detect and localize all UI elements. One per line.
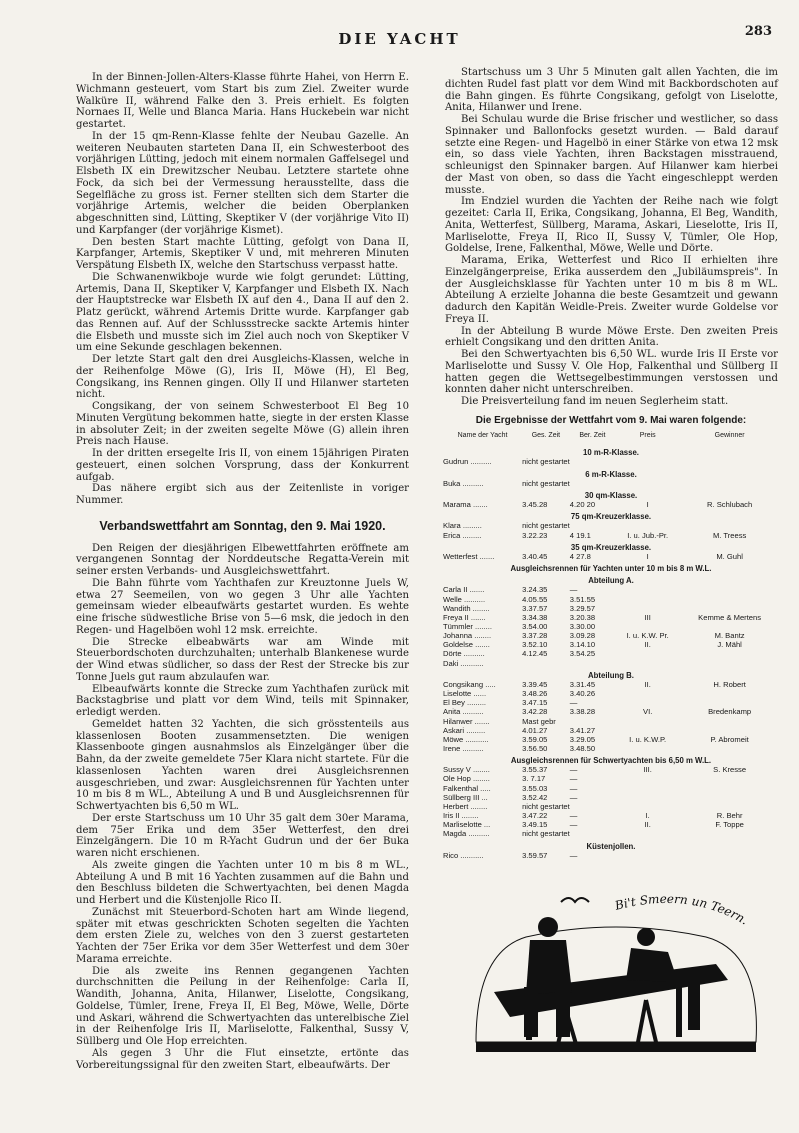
results-cell-yname: Klara ......... bbox=[443, 521, 482, 531]
paragraph: Congsikang, der von seinem Schwesterboot El Beg 10 Minuten Vergütung bekommen hatte, siegte in der ersten Klasse in absoluter Zeit; in der zweiten segelte Möwe (G) allein ihren Preis nach Hause. bbox=[76, 401, 409, 448]
results-cell-gz: 3.47.15 bbox=[522, 698, 548, 708]
results-cell-pr bbox=[615, 604, 680, 613]
paragraph: Gemeldet hatten 32 Yachten, die sich grösstenteils aus klassenlosen Booten zusammensetzten. Die wenigen Klassenboote gingen ausnahmslos als Einzelgänger über die Bahn, da der zweite gemeldete 75er Klara nicht startete. Für die klassenlosen Yachten waren drei Ausgleichsrennen ausgeschrieben, und zwar: Ausgleichsrennen für Yachten unter 10 m bis 8 m WL., Abteilung A und B und Ausgleichsrennen für Schwertyachten bis 6,50 m WL. bbox=[76, 718, 409, 812]
results-row bbox=[443, 689, 779, 698]
results-class-heading: Abteilung A. bbox=[588, 576, 634, 586]
results-cell-yname: Liselotte ...... bbox=[443, 689, 487, 699]
results-class-row bbox=[443, 540, 779, 552]
results-cell-gz: 3.59.57 bbox=[522, 850, 548, 860]
results-cell-bz: 3.41.27 bbox=[569, 725, 596, 735]
results-cell-gw: H. Robert bbox=[713, 679, 746, 689]
results-cell-yname: Goldelse ....... bbox=[443, 640, 490, 650]
results-cell-pr bbox=[615, 622, 680, 631]
results-cell-gw bbox=[680, 802, 779, 811]
results-cell-bz: 3.38.28 bbox=[569, 707, 596, 717]
results-cell-gz: 3.37.57 bbox=[522, 603, 548, 613]
worker-right-icon bbox=[626, 928, 700, 1030]
results-cell-pr: II. bbox=[644, 820, 651, 830]
paragraph: Zunächst mit Steuerbord-Schoten hart am Winde liegend, später mit etwas geschrickten Schoten segelten die Yachten dem ersten Ziele zu, welches von den 3 zuerst gestarteten Yachten der 75er Erika vor dem 35er Wetterfest und dem 30er Marama erreichte. bbox=[76, 906, 409, 965]
paragraph: Marama, Erika, Wetterfest und Rico II erhielten ihre Einzelgängerpreise, Erika ausserdem den „Jubiläumspreis". In der Ausgleichsklasse für Yachten unter 10 m bis 8 m WL. Abteilung A erzielte Johanna die beste Gesamtzeit und gewann dadurch den Kapitän Weidle-Preis. Zweiter wurde Goldelse vor Freya II. bbox=[445, 255, 778, 325]
paragraph: In der 15 qm-Renn-Klasse fehlte der Neubau Gazelle. An weiteren Neubauten starteten Dana II, ein Schwesterboot des vorjährigen Lütting, jedoch mit einem normalen Gaffelsegel und Elsbeth IX ein Drewitzscher Neubau. Letztere startete ohne Fock, da sich bei der Vermessung herausstellte, dass die Segelfläche zu gross ist. Ferner stellten sich dem Starter die vorjährige Artemis, welcher die beiden Oberplanken abgeschnitten sind, Lütting, Skeptiker V (der vorjährige Vito II) und Karpfanger (der vorjährige Kismet). bbox=[76, 130, 409, 236]
results-cell-bz bbox=[570, 717, 615, 726]
paragraph: Die Schwanenwikboje wurde wie folgt gerundet: Lütting, Artemis, Dana II, Skeptiker V, Karpfanger und Elsbeth IX. Nach der Hauptstrecke war Elsbeth IX auf den 4., Dana II auf den 2. Platz gerückt, während Artemis Dritte wurde. Karpfanger gab das Rennen auf. Auf der Schlussstrecke sackte Artemis hinter die Elsbeth und musste sich im Ziel auch noch von Skeptiker V um eine Sekunde geschlagen bekennen. bbox=[76, 271, 409, 354]
results-cell-gz bbox=[522, 659, 570, 668]
results-cell-bz: 3.09.28 bbox=[569, 631, 596, 641]
results-cell-pr bbox=[615, 585, 680, 594]
results-cell-bz: 4 27.8 bbox=[569, 551, 591, 561]
results-cell-yname: Anita .......... bbox=[443, 707, 484, 717]
results-cell-gz: Mast gebr bbox=[522, 716, 556, 726]
results-cell-bz: — bbox=[569, 820, 578, 830]
results-class-heading: 30 qm-Klasse. bbox=[584, 490, 638, 500]
results-cell-pr: I. u. K.W. Pr. bbox=[626, 631, 669, 641]
results-cell-gz: 3. 7.17 bbox=[522, 774, 546, 784]
results-cell-bz: — bbox=[569, 698, 578, 708]
results-cell-gw bbox=[680, 851, 779, 860]
results-cell-gz: 3.52.10 bbox=[522, 640, 548, 650]
results-cell-yname: Daki ........... bbox=[443, 658, 484, 668]
results-cell-yname: Wandith ........ bbox=[443, 603, 490, 613]
paragraph: In der Binnen-Jollen-Alters-Klasse führte Hahei, von Herrn E. Wichmann gesteuert, vom Start bis zum Ziel. Zweiter wurde Walküre II, während Falke den 3. Preis erhielt. Es folgten Nornaes II, Welle und Blanca Maria. Hans Huckebein war nicht gestartet. bbox=[76, 72, 409, 130]
results-cell-bz bbox=[570, 457, 615, 466]
results-cell-gw bbox=[680, 829, 779, 838]
results-class-row bbox=[443, 488, 779, 500]
results-cell-bz bbox=[570, 659, 615, 668]
results-cell-bz: — bbox=[569, 765, 578, 775]
results-cell-yname: Marama ....... bbox=[443, 500, 488, 510]
results-cell-gw bbox=[680, 793, 779, 802]
results-cell-pr bbox=[615, 802, 680, 811]
results-class-row bbox=[443, 467, 779, 479]
results-cell-yname: Freya II ....... bbox=[443, 612, 486, 622]
results-cell-pr bbox=[615, 784, 680, 793]
paragraph: Bei den Schwertyachten bis 6,50 WL. wurde Iris II Erste vor Marliselotte und Sussy V. Ole Hop, Falkenthal und Süllberg II hatten gegen die Wettsegelbestimmungen verstossen und konnten daher nicht unterschreiben. bbox=[445, 349, 778, 396]
results-cell-gz: 3.48.26 bbox=[522, 689, 548, 699]
results-cell-yname: Buka .......... bbox=[443, 478, 484, 488]
results-row bbox=[443, 707, 779, 716]
results-cell-pr bbox=[615, 717, 680, 726]
paragraph: Den Reigen der diesjährigen Elbewettfahrten eröffnete am vergangenen Sonntag der Norddeutsche Regatta-Verein mit seiner ersten Verbands- und Ausgleichswettfahrt. bbox=[76, 542, 409, 577]
results-cell-gw bbox=[680, 659, 779, 668]
results-cell-bz: — bbox=[569, 792, 578, 802]
results-cell-bz bbox=[570, 521, 615, 530]
results-cell-bz: 3.29.57 bbox=[569, 603, 596, 613]
paragraph: Die Preisverteilung fand im neuen Seglerheim statt. bbox=[461, 396, 729, 407]
results-row bbox=[443, 585, 779, 594]
results-cell-pr bbox=[615, 744, 680, 753]
results-cell-gw: R. Behr bbox=[716, 811, 743, 821]
results-cell-gz: 3.37.28 bbox=[522, 631, 548, 641]
results-cell-bz: 3.29.05 bbox=[569, 734, 596, 744]
results-cell-gw bbox=[680, 726, 779, 735]
results-cell-gw bbox=[680, 457, 779, 466]
results-cell-pr: VI. bbox=[643, 707, 653, 717]
results-cell-yname: Dörte .......... bbox=[443, 649, 485, 659]
results-row bbox=[443, 622, 779, 631]
paragraph: Als gegen 3 Uhr die Flut einsetzte, ertönte das Vorbereitungssignal für den zweiten Start, elbeaufwärts. Der bbox=[76, 1047, 409, 1071]
results-row bbox=[443, 595, 779, 604]
left-column bbox=[76, 72, 409, 1071]
results-class-heading: 35 qm-Kreuzerklasse. bbox=[570, 542, 652, 552]
results-cell-bz: 3.48.50 bbox=[569, 744, 596, 753]
results-cell-gw: Bredenkamp bbox=[708, 707, 752, 717]
results-class-heading: 6 m-R-Klasse. bbox=[585, 469, 637, 479]
results-column-header: Ber. Zeit bbox=[579, 432, 606, 440]
results-cell-pr bbox=[615, 595, 680, 604]
results-cell-gz: nicht gestartet bbox=[522, 478, 570, 488]
results-cell-pr: I bbox=[646, 551, 649, 561]
results-cell-yname: Johanna ........ bbox=[443, 631, 492, 641]
grass-ground bbox=[476, 1042, 756, 1052]
results-cell-gw bbox=[680, 649, 779, 658]
results-cell-pr: III. bbox=[643, 765, 652, 775]
results-cell-gw: P. Abromeit bbox=[710, 734, 749, 744]
paragraph: Startschuss um 3 Uhr 5 Minuten galt allen Yachten, die im dichten Rudel fast platt vor dem Wind mit Backbordschoten auf die Bahn gingen. Es führte Congsikang, gefolgt von Liselotte, Anita, Hilanwer und Irene. bbox=[445, 67, 778, 114]
right-column bbox=[445, 67, 778, 408]
results-cell-yname: Irene .......... bbox=[443, 744, 484, 753]
results-cell-gz: nicht gestartet bbox=[522, 457, 570, 467]
results-cell-gw: R. Schlubach bbox=[707, 500, 753, 510]
results-cell-yname: Sussy V ........ bbox=[443, 765, 490, 775]
right-column-paragraphs bbox=[445, 67, 778, 408]
results-row bbox=[443, 698, 779, 707]
results-row bbox=[443, 793, 779, 802]
results-cell-yname: Erica ......... bbox=[443, 530, 482, 540]
results-cell-pr bbox=[615, 726, 680, 735]
results-cell-gz: nicht gestartet bbox=[522, 801, 570, 811]
results-row bbox=[443, 774, 779, 783]
paragraph: In der dritten ersegelte Iris II, von einem 15jährigen Piraten gesteuert, einen solchen Vorsprung, dass der Konkurrent aufgab. bbox=[76, 448, 409, 483]
results-cell-yname: Marliselotte ... bbox=[443, 820, 491, 830]
results-row bbox=[443, 851, 779, 860]
results-cell-gz: 3.45.28 bbox=[522, 500, 548, 510]
results-table bbox=[443, 431, 779, 860]
section-heading: Verbandswettfahrt am Sonntag, den 9. Mai 1920. bbox=[99, 518, 386, 533]
results-column-header: Preis bbox=[639, 432, 656, 440]
worker-left-icon bbox=[524, 917, 572, 1037]
results-cell-yname: Süllberg III ... bbox=[443, 792, 488, 802]
results-cell-gw bbox=[680, 622, 779, 631]
results-cell-bz: — bbox=[569, 811, 578, 821]
results-cell-pr bbox=[615, 698, 680, 707]
results-row bbox=[443, 784, 779, 793]
results-cell-yname: Welle .......... bbox=[443, 594, 486, 604]
results-row bbox=[443, 552, 779, 561]
results-cell-gz: 3.49.15 bbox=[522, 820, 548, 830]
results-cell-gw: M. Treess bbox=[712, 530, 747, 540]
results-cell-bz bbox=[570, 802, 615, 811]
results-row bbox=[443, 521, 779, 530]
paragraph: Der erste Startschuss um 10 Uhr 35 galt dem 30er Marama, dem 75er Erika und dem 35er Wetterfest, den drei Einzelgängern. Die 10 m R-Yacht Gudrun und der 6er Buka waren nicht erschienen. bbox=[76, 812, 409, 859]
results-cell-gz: nicht gestartet bbox=[522, 521, 570, 531]
results-cell-yname: Carla II ....... bbox=[443, 585, 485, 595]
svg-text:Bi't Smeern un Teern. bbox=[612, 892, 750, 928]
seagull-icon bbox=[561, 898, 589, 902]
results-cell-gz: 3.54.00 bbox=[522, 621, 548, 631]
results-row bbox=[443, 765, 779, 774]
results-cell-gw bbox=[680, 698, 779, 707]
results-cell-gz: 3.56.50 bbox=[522, 744, 548, 753]
results-cell-pr: II. bbox=[644, 679, 651, 689]
paragraph: Den besten Start machte Lütting, gefolgt von Dana II, Karpfanger, Artemis, Skeptiker V und, mit mehreren Minuten Verspätung Elsbeth IX, welche den Startschuss verpasst hatte. bbox=[76, 236, 409, 271]
results-class-heading: 10 m-R-Klasse. bbox=[583, 448, 639, 458]
results-cell-yname: Hilanwer ....... bbox=[443, 716, 490, 726]
results-cell-pr bbox=[615, 851, 680, 860]
results-cell-bz: 3.40.26 bbox=[569, 689, 596, 699]
results-cell-pr: I. u. K.W.P. bbox=[629, 734, 667, 744]
results-class-row bbox=[443, 509, 779, 521]
results-cell-yname: Ole Hop ........ bbox=[443, 774, 490, 784]
results-row bbox=[443, 531, 779, 540]
paragraph: Als zweite gingen die Yachten unter 10 m bis 8 m WL., Abteilung A und B mit 16 Yachten zusammen auf die Bahn und den Beschluss bildeten die Schwertyachten, bei denen Magda und Herbert und die Küstenjolle Rico II. bbox=[76, 859, 409, 906]
results-row bbox=[443, 500, 779, 509]
page-number: 283 bbox=[744, 24, 772, 39]
results-cell-pr: III bbox=[644, 612, 651, 622]
results-cell-bz: 3.30.00 bbox=[569, 621, 596, 631]
results-cell-gw bbox=[680, 717, 779, 726]
results-class-heading: Küstenjollen. bbox=[586, 841, 636, 851]
results-class-row bbox=[443, 561, 779, 573]
results-title: Die Ergebnisse der Wettfahrt vom 9. Mai waren folgende: bbox=[475, 415, 747, 426]
results-cell-gz: 3.55.37 bbox=[522, 765, 548, 775]
results-class-row bbox=[443, 668, 779, 680]
results-cell-yname: Tümmler ........ bbox=[443, 621, 492, 631]
results-cell-gz: 3.22.23 bbox=[522, 530, 548, 540]
results-cell-bz: 3.51.55 bbox=[569, 594, 596, 604]
results-cell-bz: 3.54.25 bbox=[569, 649, 596, 659]
results-cell-pr: I bbox=[646, 500, 649, 510]
paragraph: Die als zweite ins Rennen gegangenen Yachten durchschnitten die Peilung in der Reihenfolge: Carla II, Wandith, Johanna, Anita, Hilanwer, Liselotte, Congsikang, Goldelse, Tümler, Irene, Freya II, El Beg, Möwe, Welle, Dörte und Askari, während die Schwertyachten das unterelbische Ziel in der Reihenfolge Iris II, Marliselotte, Falkenthal, Sussy V, Süllberg und Ole Hop erreichten. bbox=[76, 965, 409, 1047]
results-cell-gw: J. Mähl bbox=[717, 640, 742, 650]
results-cell-pr bbox=[615, 659, 680, 668]
results-cell-gw bbox=[680, 784, 779, 793]
paragraph: In der Abteilung B wurde Möwe Erste. Den zweiten Preis erhielt Congsikang und den dritten Anita. bbox=[445, 325, 778, 349]
results-row bbox=[443, 659, 779, 668]
results-cell-pr bbox=[615, 774, 680, 783]
results-row bbox=[443, 744, 779, 753]
results-cell-yname: Congsikang ..... bbox=[443, 679, 496, 689]
results-row bbox=[443, 735, 779, 744]
results-cell-bz: 3.14.10 bbox=[569, 640, 596, 650]
results-cell-pr: I. u. Jub.-Pr. bbox=[627, 530, 669, 540]
results-cell-gz: 3.55.03 bbox=[522, 783, 548, 793]
results-cell-yname: Magda .......... bbox=[443, 829, 490, 839]
results-cell-gz: 3.40.45 bbox=[522, 551, 548, 561]
results-cell-gz: 4.05.55 bbox=[522, 594, 548, 604]
results-cell-gw: F. Toppe bbox=[715, 820, 744, 830]
results-column-header: Gewinner bbox=[714, 432, 745, 440]
results-cell-yname: Herbert ........ bbox=[443, 801, 488, 811]
results-cell-gw bbox=[680, 689, 779, 698]
results-cell-bz: — bbox=[569, 774, 578, 784]
results-class-row bbox=[443, 839, 779, 851]
results-class-row bbox=[443, 445, 779, 457]
results-cell-pr bbox=[615, 689, 680, 698]
results-cell-bz: — bbox=[569, 783, 578, 793]
results-row bbox=[443, 479, 779, 488]
results-row bbox=[443, 680, 779, 689]
results-cell-bz: 3.31.45 bbox=[569, 679, 596, 689]
illustration-caption: Bi't Smeern un Teern. bbox=[613, 891, 751, 928]
results-row bbox=[443, 640, 779, 649]
results-class-row bbox=[443, 573, 779, 585]
results-cell-bz: — bbox=[569, 585, 578, 595]
results-cell-pr bbox=[615, 649, 680, 658]
results-cell-pr bbox=[615, 521, 680, 530]
results-class-heading: Ausgleichsrennen für Schwertyachten bis 6,50 m W.L. bbox=[510, 756, 712, 766]
section-paragraphs bbox=[76, 543, 409, 1072]
results-class-heading: 75 qm-Kreuzerklasse. bbox=[570, 512, 652, 522]
results-cell-gz: nicht gestartet bbox=[522, 829, 570, 839]
results-cell-gz: 4.12.45 bbox=[522, 649, 548, 659]
results-cell-gz: 3.47.22 bbox=[522, 811, 548, 821]
results-cell-gw bbox=[680, 521, 779, 530]
paragraph: Die Bahn führte vom Yachthafen zur Kreuztonne Juels W, etwa 27 Seemeilen, von wo gegen 3 Uhr alle Yachten gemeinsam wieder elbeaufwärts gestartet wurden. Es wehte eine frische südwestliche Brise von 5—6 msk, die jedoch in den Regen- und Hagelböen wohl 12 msk. erreichte. bbox=[76, 577, 409, 636]
results-cell-gw: S. Kresse bbox=[713, 765, 747, 775]
results-cell-gw bbox=[680, 744, 779, 753]
results-row bbox=[443, 811, 779, 820]
results-cell-bz: 4.20 20 bbox=[569, 500, 596, 510]
results-column-header: Ges. Zeit bbox=[531, 432, 561, 440]
results-cell-pr bbox=[615, 793, 680, 802]
results-cell-gw bbox=[680, 595, 779, 604]
results-cell-gw: M. Bantz bbox=[714, 631, 745, 641]
results-class-heading: Ausgleichsrennen für Yachten unter 10 m bis 8 m W.L. bbox=[510, 564, 712, 574]
paragraph: Elbeaufwärts konnte die Strecke zum Yachthafen zurück mit Backstagbrise und platt vor dem Wind, teils mit Spinnaker, erledigt werden. bbox=[76, 683, 409, 718]
paragraph: Bei Schulau wurde die Brise frischer und westlicher, so dass Spinnaker und Ballonfocks gesetzt wurden. — Bald darauf setzte eine Regen- und Hagelbö in einer Stärke von etwa 12 msk ein, so dass viele Yachten, ihren Backstagen misstrauend, schleunigst den Spinnaker bargen. Auf Hilanwer kam hierbei der Mast von oben, so dass die Yacht eingeschleppt werden musste. bbox=[445, 114, 778, 196]
results-cell-bz: — bbox=[569, 850, 578, 860]
results-cell-gz: 3.59.05 bbox=[522, 734, 548, 744]
results-row bbox=[443, 820, 779, 829]
results-cell-gw bbox=[680, 585, 779, 594]
paragraph: Im Endziel wurden die Yachten der Reihe nach wie folgt gezeitet: Carla II, Erika, Congsikang, Johanna, El Beg, Wandith, Anita, Wetterfest, Süllberg, Marama, Askari, Lieselotte, Iris II, Marliselotte, Freya II, Rico II, Sussy V, Tümler, Ole Hop, Goldelse, Irene, Falkenthal, Möwe, Welle und Dörte. bbox=[445, 196, 778, 255]
left-column-paragraphs bbox=[76, 72, 409, 507]
results-table-block bbox=[443, 416, 779, 860]
results-row bbox=[443, 604, 779, 613]
results-row bbox=[443, 829, 779, 838]
results-cell-pr: I. bbox=[645, 811, 650, 821]
results-cell-bz: 4 19.1 bbox=[569, 530, 591, 540]
results-cell-yname: Falkenthal ..... bbox=[443, 783, 491, 793]
paragraph: Die Strecke elbeabwärts war am Winde mit Steuerbordschoten durchzuhalten; unterhalb Blankenese wurde der Wind etwas südlicher, so dass der Rest der Strecke bis zur Tonne Juels gut raum abzulaufen war. bbox=[76, 636, 409, 683]
results-row bbox=[443, 613, 779, 622]
results-cell-yname: Wetterfest ....... bbox=[443, 551, 495, 561]
results-class-row bbox=[443, 753, 779, 765]
results-cell-pr bbox=[615, 457, 680, 466]
results-cell-pr: II. bbox=[644, 640, 651, 650]
results-row bbox=[443, 457, 779, 466]
sawhorse-icon bbox=[558, 1000, 656, 1044]
results-cell-pr bbox=[615, 479, 680, 488]
results-cell-bz bbox=[570, 479, 615, 488]
results-cell-yname: Möwe ........... bbox=[443, 734, 489, 744]
results-cell-yname: El Bey ......... bbox=[443, 698, 487, 708]
results-row bbox=[443, 802, 779, 811]
results-row bbox=[443, 631, 779, 640]
results-cell-gz: 3.24.35 bbox=[522, 585, 548, 595]
results-cell-gw bbox=[680, 774, 779, 783]
results-cell-gw bbox=[680, 604, 779, 613]
results-row bbox=[443, 726, 779, 735]
results-cell-gz: 3.42.28 bbox=[522, 707, 548, 717]
results-cell-yname: Iris II ........ bbox=[443, 811, 479, 821]
results-cell-gz: 4.01.27 bbox=[522, 725, 548, 735]
journal-title: DIE YACHT bbox=[338, 30, 461, 48]
results-cell-yname: Gudrun .......... bbox=[443, 457, 492, 467]
results-header-row bbox=[443, 431, 779, 445]
results-column-header: Name der Yacht bbox=[457, 432, 508, 440]
results-cell-gw bbox=[680, 479, 779, 488]
results-cell-gz: 3.39.45 bbox=[522, 679, 548, 689]
results-cell-pr bbox=[615, 829, 680, 838]
results-cell-bz: 3.20.38 bbox=[569, 612, 596, 622]
results-cell-gw: Kemme & Mertens bbox=[698, 612, 762, 622]
results-cell-yname: Rico ........... bbox=[443, 850, 484, 860]
results-cell-gz: 3.34.38 bbox=[522, 612, 548, 622]
results-row bbox=[443, 717, 779, 726]
results-cell-bz bbox=[570, 829, 615, 838]
results-row bbox=[443, 649, 779, 658]
results-cell-gw: M. Guhl bbox=[716, 551, 743, 561]
paragraph: Der letzte Start galt den drei Ausgleichs-Klassen, welche in der Reihenfolge Möwe (G), Iris II, Möwe (H), El Beg, Congsikang, ins Rennen gingen. Olly II und Hilanwer starteten nicht. bbox=[76, 354, 409, 401]
paragraph: Das nähere ergibt sich aus der Zeitenliste in voriger Nummer. bbox=[76, 483, 409, 506]
silhouette-illustration bbox=[466, 882, 766, 1060]
results-cell-gz: 3.52.42 bbox=[522, 792, 548, 802]
results-cell-yname: Askari ......... bbox=[443, 725, 486, 735]
results-class-heading: Abteilung B. bbox=[588, 670, 634, 680]
